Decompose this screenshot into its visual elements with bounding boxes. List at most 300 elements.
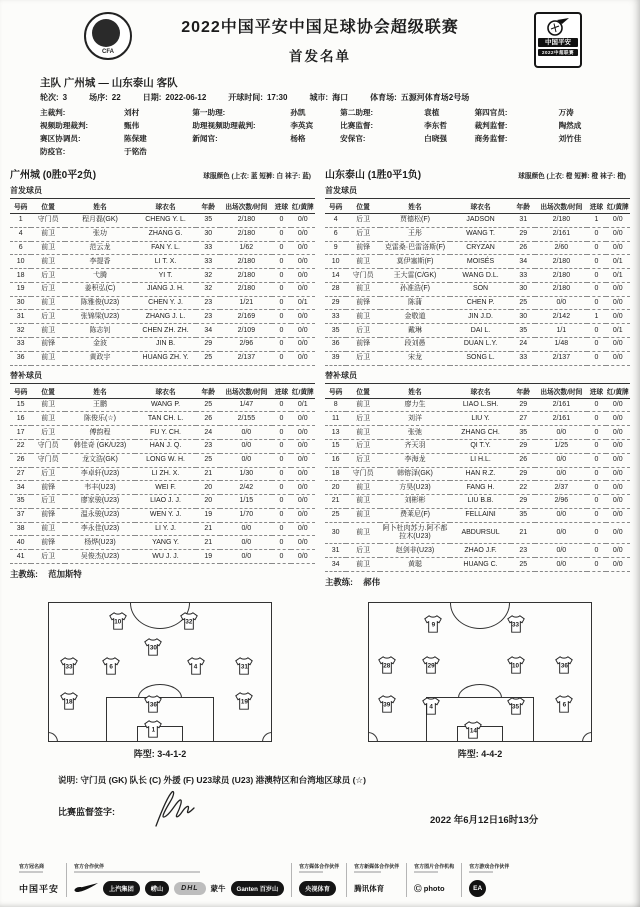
cell-name: 廖家骏(U23) (65, 495, 135, 509)
cell-apps: 2/180 (535, 269, 587, 283)
cell-pos: 守门员 (31, 453, 65, 467)
cell-apps: 1/62 (220, 241, 272, 255)
jersey-number: 18 (65, 698, 73, 706)
away-subs-header-row (325, 383, 630, 398)
corner-arc (582, 732, 592, 742)
sponsor-logo-ea-sports: EA (469, 880, 486, 897)
cell-apps: 0/0 (220, 453, 272, 467)
cell-cards: 0/0 (291, 426, 315, 440)
cell-cards: 0/0 (291, 241, 315, 255)
cell-age: 20 (196, 481, 220, 495)
field-label: 主裁判: (40, 108, 66, 117)
cell-apps: 2/42 (220, 481, 272, 495)
cell-goals: 0 (587, 338, 605, 352)
column-header: 位置 (346, 199, 380, 214)
cell-goals: 0 (272, 550, 290, 564)
jersey-number: 6 (562, 701, 567, 709)
cell-num: 18 (10, 269, 31, 283)
sponsor-sublabel-bar (414, 871, 438, 873)
jersey-icon-player-35 (505, 697, 526, 716)
player-row (325, 558, 630, 572)
column-header: 号码 (10, 199, 31, 214)
away-subs-label: 替补球员 (325, 370, 357, 380)
cell-age: 25 (196, 351, 220, 365)
jersey-icon-player-19 (234, 691, 255, 710)
cell-age: 29 (196, 338, 220, 352)
cell-pos: 前锋 (346, 338, 380, 352)
sponsor-group (346, 863, 406, 897)
cell-cards: 0/0 (606, 558, 630, 572)
home-team-panel (10, 166, 315, 588)
cell-pos: 后卫 (346, 453, 380, 467)
cell-goals: 0 (272, 495, 290, 509)
jersey-icon-player-28 (376, 656, 397, 675)
cell-age: 35 (511, 324, 535, 338)
player-row (10, 550, 315, 564)
cell-name: 陈志钊 (65, 324, 135, 338)
player-row (10, 398, 315, 412)
jersey-icon-player-32 (178, 611, 199, 630)
info-field (143, 92, 207, 103)
cell-shirt: ABDURSUL (450, 522, 511, 544)
teams-section (10, 166, 630, 588)
away-coach-line (325, 576, 630, 588)
cell-name: 刘彬彬 (380, 495, 450, 509)
cell-num: 30 (325, 522, 346, 544)
away-formation-label: 阵型: 4-4-2 (457, 748, 503, 759)
player-row (325, 453, 630, 467)
cell-name: 贾德松(F) (380, 214, 450, 228)
cell-shirt: FELLAINI (450, 508, 511, 522)
cell-name: 方昊(U23) (380, 481, 450, 495)
cell-age: 30 (511, 282, 535, 296)
cell-goals: 0 (272, 324, 290, 338)
cell-cards: 0/0 (606, 338, 630, 352)
cell-age: 25 (511, 558, 535, 572)
cell-cards: 0/0 (606, 227, 630, 241)
player-row (10, 439, 315, 453)
cell-num: 36 (10, 351, 31, 365)
cell-goals: 0 (587, 426, 605, 440)
cell-goals: 0 (272, 453, 290, 467)
cell-apps: 0/0 (220, 426, 272, 440)
jersey-icon-player-31 (234, 657, 255, 676)
player-row (325, 269, 630, 283)
cell-name: 宋龙 (380, 351, 450, 365)
cell-shirt: SON (450, 282, 511, 296)
cell-goals: 1 (587, 214, 605, 228)
cell-shirt: LIU B.B. (450, 495, 511, 509)
field-value: 17:30 (266, 93, 288, 102)
cell-shirt: MOISÉS (450, 255, 511, 269)
cell-age: 23 (196, 296, 220, 310)
cell-goals: 0 (587, 495, 605, 509)
column-header: 进球 (272, 383, 290, 398)
cell-goals: 0 (587, 398, 605, 412)
jersey-icon-player-14 (463, 720, 484, 739)
player-row (325, 282, 630, 296)
cell-shirt: WEI F. (135, 481, 196, 495)
home-coach-name: 范加斯特 (48, 568, 82, 579)
field-value: 刘村 (124, 108, 140, 117)
home-team-kit-colors: 球服颜色 (上衣: 蓝 短裤: 白 袜子: 蓝) (203, 173, 311, 180)
cell-num: 19 (10, 282, 31, 296)
cell-name: 范云龙 (65, 241, 135, 255)
sponsor-footer (0, 863, 640, 897)
cell-shirt: TAN CH. L. (135, 412, 196, 426)
cell-apps: 0/0 (535, 522, 587, 544)
cell-shirt: CHENG Y. L. (135, 214, 196, 228)
cell-pos: 守门员 (346, 467, 380, 481)
player-row (325, 508, 630, 522)
sponsor-logo-saic-motor: 上汽集团 (103, 881, 140, 896)
cell-apps: 2/37 (535, 481, 587, 495)
column-header: 进球 (587, 199, 605, 214)
cell-cards: 0/0 (291, 536, 315, 550)
home-pitch (48, 602, 272, 742)
column-header: 号码 (325, 383, 346, 398)
column-header: 姓名 (65, 199, 135, 214)
cell-name: 黄政宇 (65, 351, 135, 365)
cell-cards: 0/0 (606, 310, 630, 324)
cell-goals: 0 (272, 227, 290, 241)
player-row (325, 214, 630, 228)
cell-pos: 前卫 (31, 351, 65, 365)
cell-pos: 守门员 (31, 439, 65, 453)
cell-cards: 0/1 (606, 324, 630, 338)
sponsor-sublabel-bar (469, 871, 493, 873)
home-starters-table (10, 198, 315, 366)
cell-num: 28 (325, 282, 346, 296)
home-subs-header-row (10, 383, 315, 398)
cell-cards: 0/1 (291, 398, 315, 412)
cell-num: 6 (10, 241, 31, 255)
cell-name: 孙准浩(F) (380, 282, 450, 296)
player-row (325, 227, 630, 241)
cell-shirt: JADSON (450, 214, 511, 228)
cell-name: 杨烨(U23) (65, 536, 135, 550)
column-header: 红/黄牌 (606, 199, 630, 214)
cell-name: 张锦梁(U23) (65, 310, 135, 324)
cell-cards: 0/0 (291, 508, 315, 522)
cell-cards: 0/0 (606, 453, 630, 467)
jersey-icon-player-18 (58, 691, 79, 710)
player-row (10, 338, 315, 352)
cell-pos: 后卫 (31, 269, 65, 283)
cell-num: 26 (10, 453, 31, 467)
field-label: 防疫官: (40, 147, 66, 156)
sponsor-group-label: 官方合作伙伴 (74, 864, 105, 870)
home-starters-label: 首发球员 (10, 186, 42, 195)
player-row (10, 241, 315, 255)
cell-apps: 2/96 (220, 338, 272, 352)
cell-goals: 0 (272, 214, 290, 228)
jersey-icon-player-10 (107, 611, 128, 630)
cell-cards: 0/0 (606, 467, 630, 481)
cell-apps: 0/0 (220, 550, 272, 564)
cell-pos: 后卫 (346, 227, 380, 241)
cell-apps: 1/47 (220, 398, 272, 412)
cell-goals: 0 (272, 412, 290, 426)
cell-num: 13 (325, 426, 346, 440)
cell-goals: 0 (272, 426, 290, 440)
cell-name: 王鹏 (65, 398, 135, 412)
signature-row (58, 802, 640, 838)
cell-cards: 0/0 (291, 412, 315, 426)
legend-note: 说明: 守门员 (GK) 队长 (C) 外援 (F) U23球员 (U23) 港澳特区和台湾地区球员 (☆) (58, 774, 366, 785)
cell-pos: 前卫 (31, 398, 65, 412)
sponsor-sublabel-bar (299, 871, 323, 873)
field-label: 开球时间: (228, 93, 263, 102)
sponsor-sublabel-bar (19, 871, 43, 873)
cell-num: 10 (10, 255, 31, 269)
info-field (89, 92, 121, 103)
player-row (10, 310, 315, 324)
cell-age: 21 (196, 536, 220, 550)
field-value: 甄伟 (124, 121, 140, 130)
cell-name: 黄聪 (380, 558, 450, 572)
officials-column-3 (340, 106, 474, 158)
cell-age: 32 (196, 282, 220, 296)
cell-pos: 前卫 (346, 310, 380, 324)
jersey-icon-player-39 (376, 694, 397, 713)
column-header: 球衣名 (135, 383, 196, 398)
cell-apps: 2/180 (220, 282, 272, 296)
cell-cards: 0/1 (606, 269, 630, 283)
column-header: 红/黄牌 (291, 383, 315, 398)
sponsor-group-label: 官方新媒体合作伙伴 (354, 864, 400, 870)
cell-cards: 0/0 (291, 439, 315, 453)
player-row (325, 398, 630, 412)
jersey-number: 28 (383, 662, 391, 670)
player-row (10, 282, 315, 296)
jersey-icon-player-36 (143, 694, 164, 713)
cell-apps: 0/0 (220, 522, 272, 536)
cell-name: 韩佳奇 (GK/U23) (65, 439, 135, 453)
field-value: 李东哲 (424, 121, 447, 130)
cell-num: 41 (10, 550, 31, 564)
cell-apps: 2/169 (220, 310, 272, 324)
cell-cards: 0/0 (606, 426, 630, 440)
cell-goals: 0 (272, 536, 290, 550)
cell-name: 傅韵程 (65, 426, 135, 440)
away-starters-header-row (325, 199, 630, 214)
cfa-logo-text: CFA (102, 49, 114, 55)
page-title: 2022中国平安中国足球协会超级联赛 (181, 19, 459, 36)
cell-num: 22 (10, 439, 31, 453)
field-label: 比赛监督: (340, 121, 374, 130)
player-row (10, 324, 315, 338)
cell-pos: 前卫 (346, 398, 380, 412)
jersey-icon-player-4 (185, 657, 206, 676)
cell-goals: 0 (587, 453, 605, 467)
cell-name: 李提香 (65, 255, 135, 269)
cell-shirt: LIU Y. (450, 412, 511, 426)
player-row (10, 255, 315, 269)
cell-name: 韦丰(U23) (65, 481, 135, 495)
cell-shirt: HUANG ZH. Y. (135, 351, 196, 365)
jersey-number: 35 (512, 703, 520, 711)
cell-shirt: SONG L. (450, 351, 511, 365)
info-field (192, 106, 340, 119)
cell-goals: 0 (587, 467, 605, 481)
cell-apps: 1/15 (220, 495, 272, 509)
cell-pos: 后卫 (31, 495, 65, 509)
jersey-number: 10 (512, 662, 520, 670)
cell-cards: 0/0 (606, 241, 630, 255)
cell-shirt: JIN J.D. (450, 310, 511, 324)
cell-num: 4 (325, 214, 346, 228)
csl-badge-subtitle: 2022中超联赛 (538, 49, 578, 56)
player-row (325, 351, 630, 365)
away-pitch (368, 602, 592, 742)
cell-shirt: ZHANG CH. (450, 426, 511, 440)
player-row (10, 351, 315, 365)
cell-num: 8 (325, 398, 346, 412)
cell-shirt: FAN Y. L. (135, 241, 196, 255)
column-header: 进球 (272, 199, 290, 214)
cell-age: 22 (511, 481, 535, 495)
cell-name: 吴俊杰(U23) (65, 550, 135, 564)
cell-pos: 后卫 (31, 550, 65, 564)
cell-name: 赵剑非(U23) (380, 544, 450, 558)
cell-apps: 2/180 (220, 227, 272, 241)
jersey-number: 33 (65, 663, 73, 671)
cell-name: 金敬道 (380, 310, 450, 324)
away-team-kit-colors: 球服颜色 (上衣: 橙 短裤: 橙 袜子: 橙) (518, 173, 626, 180)
jersey-number: 39 (383, 701, 391, 709)
field-label: 视频助理裁判: (40, 121, 89, 130)
cell-num: 33 (10, 338, 31, 352)
field-value: 于铭浩 (124, 147, 147, 156)
cell-num: 35 (10, 495, 31, 509)
cell-name: 程月磊(GK) (65, 214, 135, 228)
player-row (10, 481, 315, 495)
cell-num: 27 (10, 467, 31, 481)
cell-apps: 2/137 (220, 351, 272, 365)
cell-goals: 0 (272, 508, 290, 522)
jersey-number: 31 (240, 663, 248, 671)
cell-shirt: ZHANG J. L. (135, 310, 196, 324)
cell-name: 戴琳 (380, 324, 450, 338)
field-label: 城市: (309, 93, 329, 102)
cell-age: 23 (196, 439, 220, 453)
cell-age: 25 (511, 296, 535, 310)
player-row (325, 544, 630, 558)
cell-shirt: HAN J. Q. (135, 439, 196, 453)
cell-pos: 前卫 (346, 522, 380, 544)
cell-cards: 0/0 (291, 269, 315, 283)
player-row (10, 227, 315, 241)
column-header: 年龄 (511, 199, 535, 214)
cell-shirt: ZHAO J.F. (450, 544, 511, 558)
cell-num: 40 (10, 536, 31, 550)
field-value: 3 (62, 93, 68, 102)
sponsor-logo-ic-photo: Ⓒ photo (414, 883, 445, 893)
cell-cards: 0/0 (606, 282, 630, 296)
cell-num: 32 (10, 324, 31, 338)
field-label: 体育场: (370, 93, 397, 102)
away-subs-table (325, 383, 630, 572)
cell-cards: 0/0 (606, 508, 630, 522)
cell-goals: 0 (272, 269, 290, 283)
cell-shirt: LI H.L. (450, 453, 511, 467)
column-header: 出场次数/时间 (535, 199, 587, 214)
cell-shirt: LIAO L.SH. (450, 398, 511, 412)
cell-pos: 后卫 (346, 351, 380, 365)
jersey-number: 6 (109, 663, 113, 671)
sponsor-sublabel-bar (354, 871, 381, 873)
cell-apps: 2/161 (535, 412, 587, 426)
center-circle-arc (450, 602, 510, 629)
cell-name: 段刘愚 (380, 338, 450, 352)
info-field (370, 92, 469, 103)
cell-pos: 前卫 (31, 324, 65, 338)
cell-age: 26 (196, 412, 220, 426)
column-header: 球衣名 (450, 383, 511, 398)
cell-shirt: DUAN L.Y. (450, 338, 511, 352)
cell-num: 15 (10, 398, 31, 412)
cell-shirt: WU J. J. (135, 550, 196, 564)
player-row (325, 467, 630, 481)
cell-goals: 0 (587, 558, 605, 572)
away-starters-table (325, 198, 630, 366)
cell-apps: 0/0 (220, 536, 272, 550)
column-header: 进球 (587, 383, 605, 398)
field-label: 商务监督: (474, 134, 508, 143)
cell-num: 4 (10, 227, 31, 241)
cell-name: 刘洋 (380, 412, 450, 426)
cell-pos: 前锋 (31, 536, 65, 550)
cell-name: 张弛 (380, 426, 450, 440)
cell-age: 24 (196, 426, 220, 440)
cell-apps: 1/1 (535, 324, 587, 338)
cell-age: 27 (511, 412, 535, 426)
player-row (10, 296, 315, 310)
officials-column-4 (475, 106, 600, 158)
cell-goals: 0 (587, 255, 605, 269)
cell-num: 39 (325, 351, 346, 365)
player-row (325, 310, 630, 324)
field-label: 第二助理: (340, 108, 374, 117)
cell-goals: 0 (587, 412, 605, 426)
info-field (40, 119, 192, 132)
cell-age: 29 (511, 398, 535, 412)
cell-age: 33 (511, 269, 535, 283)
cell-num: 34 (325, 558, 346, 572)
cell-pos: 守门员 (31, 214, 65, 228)
cell-shirt: CHEN P. (450, 296, 511, 310)
cell-apps: 0/0 (220, 439, 272, 453)
cell-cards: 0/0 (606, 522, 630, 544)
cfa-logo (84, 12, 132, 60)
player-row (10, 269, 315, 283)
cell-cards: 0/0 (291, 495, 315, 509)
field-label: 轮次: (40, 93, 59, 102)
csl-badge-title: 中国平安 (538, 38, 578, 47)
jersey-number: 1 (151, 726, 156, 734)
matchup-line: 主队 广州城 — 山东泰山 客队 (40, 77, 178, 89)
cell-age: 32 (196, 269, 220, 283)
cell-apps: 2/161 (535, 398, 587, 412)
jersey-number: 19 (240, 698, 248, 706)
cell-cards: 0/0 (606, 481, 630, 495)
cell-cards: 0/0 (606, 351, 630, 365)
sponsor-logo-ganten: Ganten 百岁山 (231, 881, 285, 896)
away-team-name: 山东泰山 (1胜0平1负) (325, 170, 422, 181)
cell-shirt: WEN Y. J. (135, 508, 196, 522)
cell-cards: 0/0 (606, 296, 630, 310)
